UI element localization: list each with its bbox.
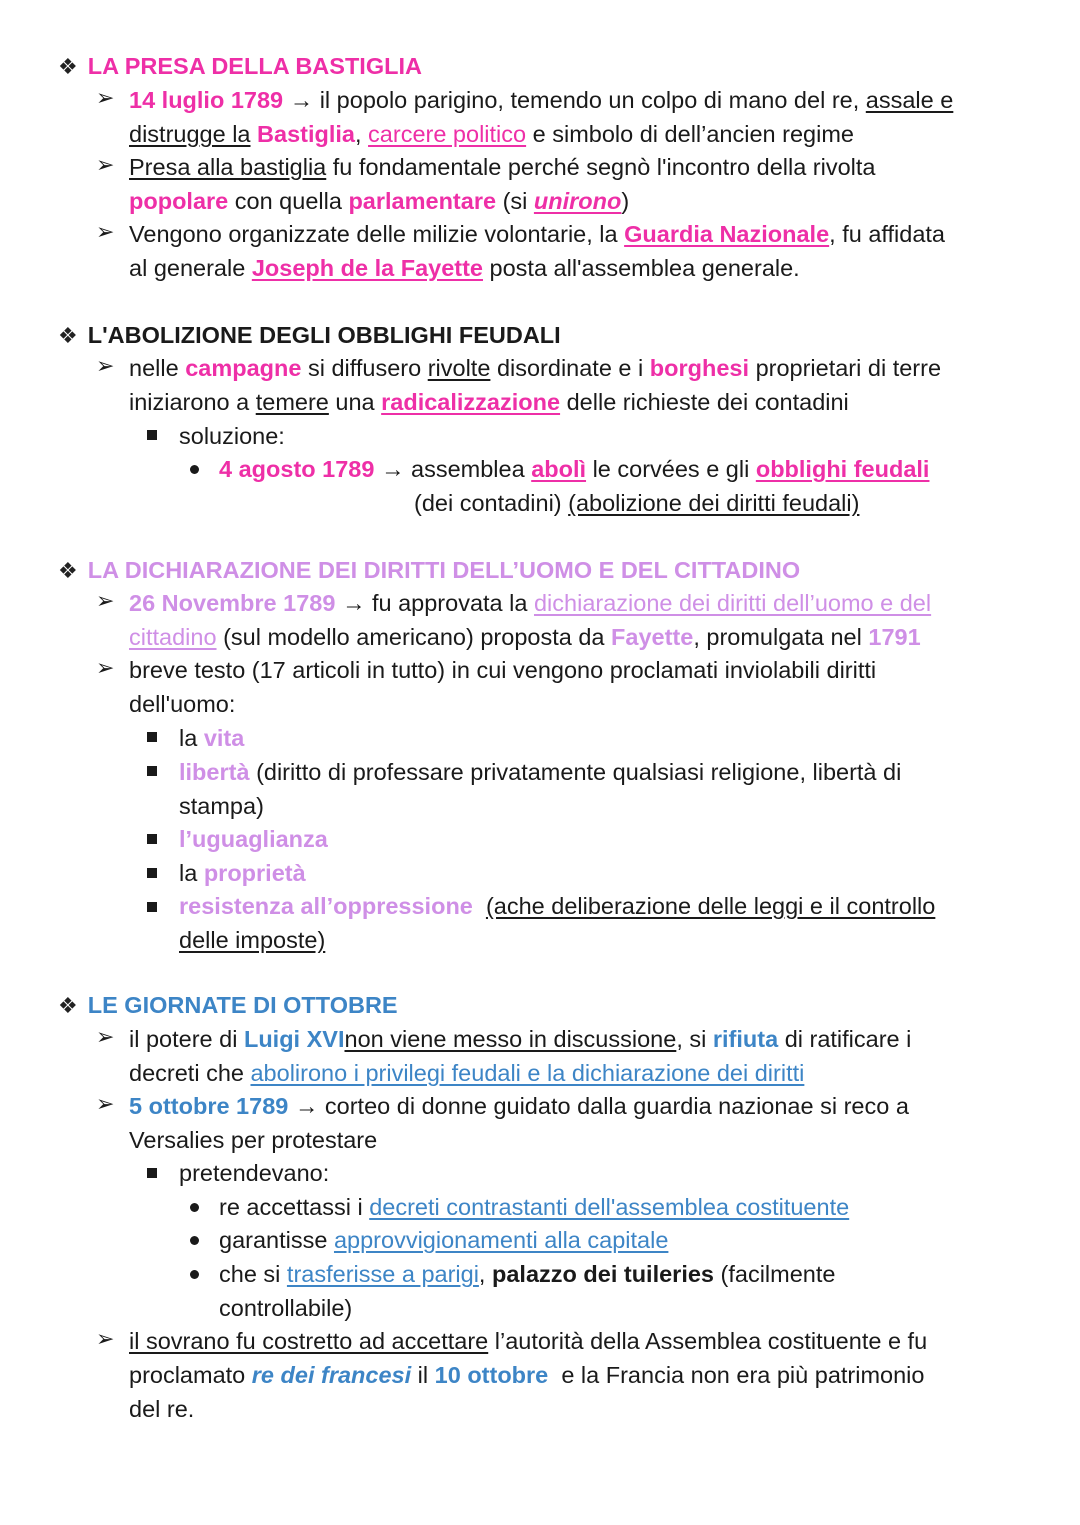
arrow-bullet-icon: ➢ — [96, 152, 115, 177]
dot-bullet-icon — [190, 1270, 199, 1279]
bullet-text: breve testo (17 articoli in tutto) in cui vengono proclamati inviolabili diritti — [129, 657, 877, 683]
bullet-text: distrugge la Bastiglia, carcere politico e simbolo di dell’ancien regime — [129, 121, 854, 147]
bullet-text: del re. — [129, 1396, 195, 1422]
square-bullet-icon — [147, 1168, 157, 1178]
square-bullet-icon — [147, 732, 157, 742]
arrow-bullet-icon: ➢ — [96, 655, 115, 680]
bullet-text: 14 luglio 1789 → il popolo parigino, temendo un colpo di mano del re, assale e — [129, 87, 954, 113]
list-item: re accettassi i decreti contrastanti dell'assemblea costituente — [219, 1194, 850, 1220]
arrow-bullet-icon: ➢ — [96, 588, 115, 613]
arrow-bullet-icon: ➢ — [96, 1326, 115, 1351]
dot-bullet-icon — [190, 1203, 199, 1212]
square-bullet-icon — [147, 430, 157, 440]
square-bullet-icon — [147, 834, 157, 844]
bullet-text: proclamato re dei francesi il 10 ottobre e la Francia non era più patrimonio — [129, 1362, 925, 1388]
diamond-bullet-icon: ❖ — [58, 323, 78, 348]
section-title: ❖ L'ABOLIZIONE DEGLI OBBLIGHI FEUDALI — [58, 322, 561, 348]
diamond-bullet-icon: ❖ — [58, 558, 78, 583]
dot-bullet-icon — [190, 1236, 199, 1245]
bullet-text: iniziarono a temere una radicalizzazione delle richieste dei contadini — [129, 389, 849, 415]
square-bullet-icon — [147, 868, 157, 878]
bullet-text: il potere di Luigi XVInon viene messo in discussione, si rifiuta di ratificare i — [129, 1026, 912, 1052]
dot-bullet-icon — [190, 465, 199, 474]
list-item: la proprietà — [179, 860, 306, 886]
section-title: ❖ LA PRESA DELLA BASTIGLIA — [58, 53, 422, 79]
list-item: stampa) — [179, 793, 264, 819]
bullet-text: Vengono organizzate delle milizie volontarie, la Guardia Nazionale, fu affidata — [129, 221, 945, 247]
bullet-text: 26 Novembre 1789 → fu approvata la dichiarazione dei diritti dell’uomo e del — [129, 590, 932, 616]
bullet-text: (dei contadini) (abolizione dei diritti feudali) — [414, 490, 860, 516]
arrow-bullet-icon: ➢ — [96, 85, 115, 110]
arrow-bullet-icon: ➢ — [96, 1024, 115, 1049]
list-item: la vita — [179, 725, 245, 751]
diamond-bullet-icon: ❖ — [58, 993, 78, 1018]
list-item: controllabile) — [219, 1295, 353, 1321]
bullet-text: 5 ottobre 1789 → corteo di donne guidato dalla guardia nazionae si reco a — [129, 1093, 909, 1119]
bullet-text: 4 agosto 1789 → assemblea abolì le corvées e gli obblighi feudali — [219, 456, 930, 482]
section-title: ❖ LA DICHIARAZIONE DEI DIRITTI DELL’UOMO E DEL CITTADINO — [58, 557, 801, 583]
list-item: garantisse approvvigionamenti alla capitale — [219, 1227, 669, 1253]
bullet-text: Presa alla bastiglia fu fondamentale perché segnò l'incontro della rivolta — [129, 154, 876, 180]
list-item: l’uguaglianza — [179, 826, 328, 852]
bullet-text: cittadino (sul modello americano) proposta da Fayette, promulgata nel 1791 — [129, 624, 921, 650]
section-title: ❖ LE GIORNATE DI OTTOBRE — [58, 992, 398, 1018]
arrow-bullet-icon: ➢ — [96, 1091, 115, 1116]
list-item: libertà (diritto di professare privatamente qualsiasi religione, libertà di — [179, 759, 902, 785]
bullet-text: Versalies per protestare — [129, 1127, 378, 1153]
square-bullet-icon — [147, 902, 157, 912]
bullet-text: decreti che abolirono i privilegi feudali e la dichiarazione dei diritti — [129, 1060, 805, 1086]
diamond-bullet-icon: ❖ — [58, 54, 78, 79]
bullet-text: popolare con quella parlamentare (si unirono) — [129, 188, 630, 214]
square-bullet-icon — [147, 766, 157, 776]
arrow-bullet-icon: ➢ — [96, 219, 115, 244]
bullet-text: il sovrano fu costretto ad accettare l’autorità della Assemblea costituente e fu — [129, 1328, 928, 1354]
sub-bullet-text: pretendevano: — [179, 1160, 330, 1186]
bullet-text: al generale Joseph de la Fayette posta all'assemblea generale. — [129, 255, 800, 281]
sub-bullet-text: soluzione: — [179, 423, 285, 449]
list-item: delle imposte) — [179, 927, 326, 953]
list-item: resistenza all’oppressione (ache deliberazione delle leggi e il controllo — [179, 893, 936, 919]
bullet-text: dell'uomo: — [129, 691, 236, 717]
bullet-text: nelle campagne si diffusero rivolte disordinate e i borghesi proprietari di terre — [129, 355, 942, 381]
list-item: che si trasferisse a parigi, palazzo dei tuileries (facilmente — [219, 1261, 836, 1287]
arrow-bullet-icon: ➢ — [96, 353, 115, 378]
